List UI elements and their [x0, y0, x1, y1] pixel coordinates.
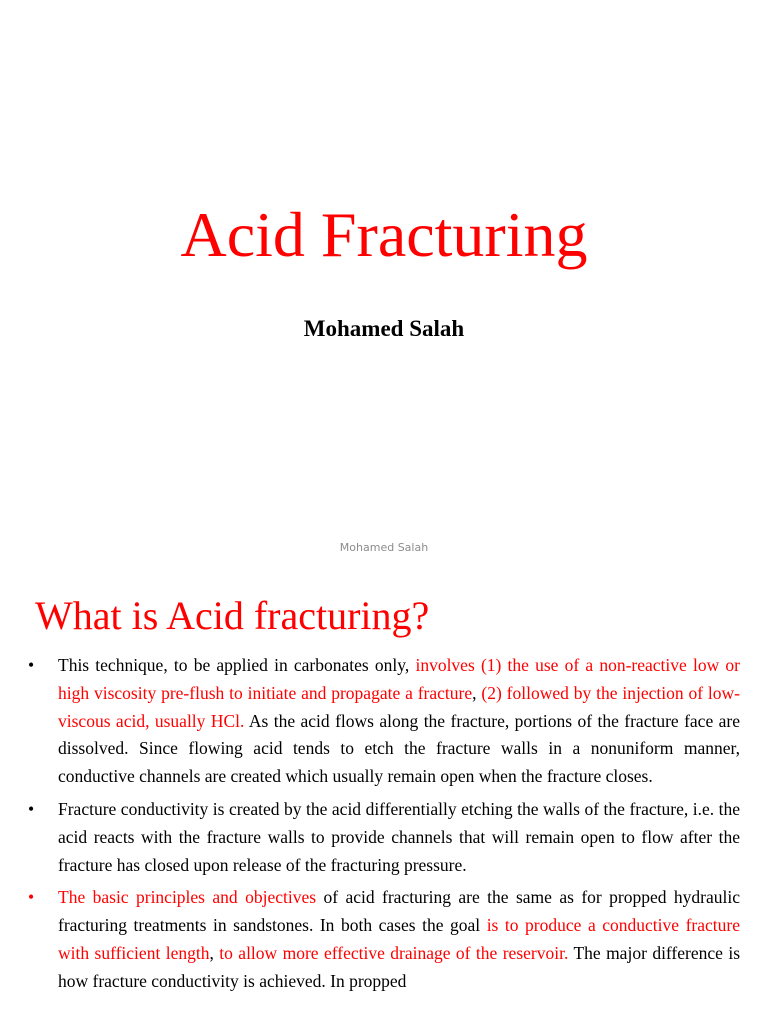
bullet-text-segment: to allow more effective drainage of the reservoir.	[219, 942, 569, 963]
bullet-text-segment: (2) followed by the injection of low-viscous acid, usually HCl.	[58, 682, 740, 731]
bullet-text-segment: As the acid flows along the fracture, portions of the fracture face are dissolved. Since flowing acid tends to etch the fracture walls in a nonuniform manner, conductive channels are created which usually remain open when the fracture closes.	[58, 710, 740, 787]
bullet-item	[28, 652, 740, 791]
bullet-text-segment: The major difference is how fracture conductivity is achieved. In propped	[58, 942, 741, 991]
bullet-marker: •	[28, 798, 35, 819]
bullet-text-segment: involves (1) the use of a non-reactive low or high viscosity pre-flush to initiate and propagate a fracture	[58, 655, 740, 703]
bullet-text-segment: This technique, to be applied in carbonates only,	[58, 655, 416, 675]
bullet-marker: •	[28, 655, 35, 675]
slide-footer: Mohamed Salah	[339, 541, 429, 554]
bullet-text-segment: Fracture conductivity is created by the acid differentially etching the walls of the fracture, i.e. the acid reacts with the fracture walls to provide channels that will remain open to flow after the fracture has closed upon release of the fracturing pressure.	[58, 798, 740, 875]
bullet-text-segment: ,	[472, 682, 482, 703]
slide-author: Mohamed Salah	[303, 316, 465, 341]
bullet-text-segment: ,	[209, 942, 220, 963]
bullet-text-segment: of acid fracturing are the same as for propped hydraulic fracturing treatments in sandstones. In both cases the goal	[58, 887, 740, 936]
slide-title: Acid Fracturing	[180, 199, 588, 270]
bullet-item	[28, 884, 740, 995]
bullet-item	[28, 796, 740, 879]
bullet-text-segment: is to produce a conductive fracture with sufficient length	[58, 915, 740, 963]
bullet-marker: •	[28, 887, 35, 908]
content-slide	[0, 576, 768, 1024]
bullet-list	[28, 652, 740, 1001]
slide-heading: What is Acid fracturing?	[35, 593, 430, 638]
bullet-text-segment: The basic principles and objectives	[58, 887, 317, 908]
